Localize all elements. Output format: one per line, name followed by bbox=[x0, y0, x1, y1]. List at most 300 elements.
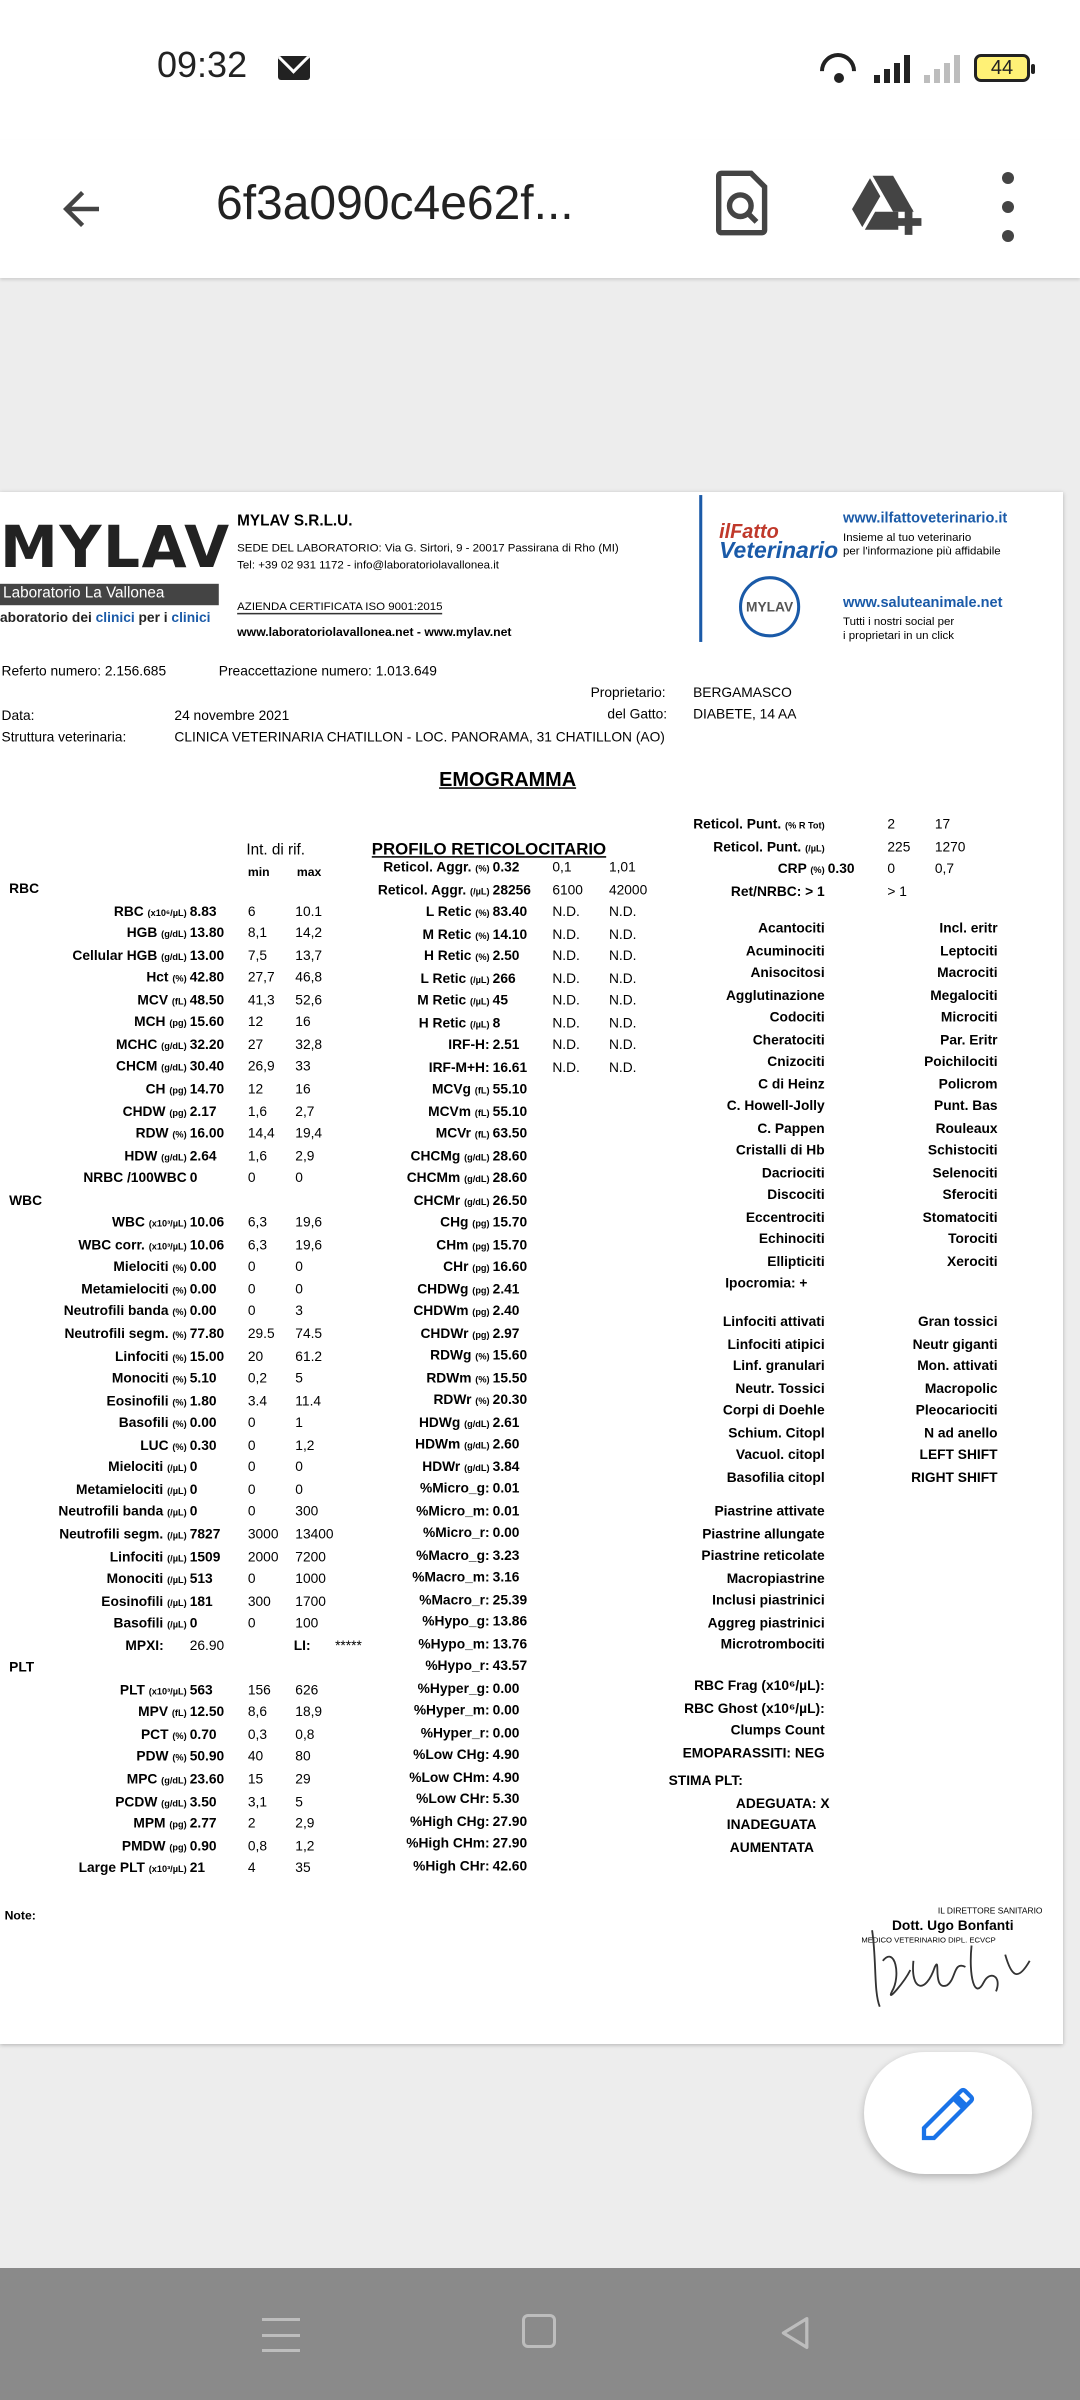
param-min: 0,3 bbox=[247, 1726, 268, 1742]
retic-value: 0.32 bbox=[492, 859, 520, 875]
battery-icon: 44 bbox=[974, 54, 1030, 82]
param-label: HGB (g/dL) bbox=[126, 925, 187, 941]
clinic-value: CLINICA VETERINARIA CHATILLON - LOC. PANORAMA, 31 CHATILLON (AO) bbox=[174, 729, 665, 745]
param-value: 1509 bbox=[189, 1548, 221, 1564]
param-max: 19,6 bbox=[295, 1236, 323, 1253]
retic-label: L Retic (%) bbox=[425, 903, 490, 919]
retic-value: 0.00 bbox=[492, 1724, 520, 1740]
param-min: 0,8 bbox=[247, 1837, 268, 1854]
system-icons bbox=[820, 48, 1030, 88]
stima-inadeguata: INADEGUATA bbox=[726, 1816, 817, 1833]
site1-line2: per l'informazione più affidabile bbox=[843, 544, 1001, 558]
param-label: PDW (%) bbox=[136, 1748, 187, 1765]
reticulocyte-profile-title: PROFILO RETICOLOCITARIO bbox=[371, 840, 607, 860]
rbc-morph-right: Incl. eritr bbox=[939, 920, 998, 936]
param-label: Neutrofili banda (/µL) bbox=[58, 1503, 187, 1520]
recents-menu-icon[interactable] bbox=[262, 2318, 300, 2352]
param-min: 0 bbox=[247, 1481, 256, 1497]
retic-label: CHDWg (pg) bbox=[417, 1280, 490, 1297]
retic-value: 83.40 bbox=[492, 903, 528, 919]
param-min: 0 bbox=[247, 1503, 256, 1520]
param-max: 626 bbox=[295, 1682, 319, 1698]
retic-min: N.D. bbox=[552, 947, 580, 964]
logo-tagline: aboratorio dei clinici per i clinici bbox=[0, 609, 211, 626]
retic-value: 0.00 bbox=[492, 1702, 520, 1718]
retic-max: 1,01 bbox=[608, 859, 636, 875]
param-min: 0 bbox=[247, 1570, 256, 1587]
more-vert-icon[interactable] bbox=[1000, 172, 1016, 242]
retic-label: HDWr (g/dL) bbox=[422, 1458, 490, 1474]
signature-role: IL DIRETTORE SANITARIO bbox=[937, 1907, 1043, 1917]
rbc-morph-left: Acantociti bbox=[758, 920, 825, 936]
param-min: 7,5 bbox=[247, 947, 268, 963]
param-max: 0 bbox=[295, 1459, 303, 1475]
param-value: 2.17 bbox=[189, 1103, 217, 1119]
retic-label: %Macro_m: bbox=[412, 1569, 490, 1585]
mail-icon bbox=[278, 56, 310, 80]
retic-label: %Micro_g: bbox=[419, 1480, 490, 1496]
nav-back-icon[interactable] bbox=[778, 2314, 814, 2352]
param-max: 16 bbox=[295, 1080, 311, 1097]
param-label: Monociti (/µL) bbox=[106, 1570, 187, 1587]
retic-label: MCVr (fL) bbox=[435, 1125, 490, 1141]
min-header: min bbox=[247, 865, 270, 880]
wbc-morph-right: Pleocariociti bbox=[915, 1402, 998, 1418]
param-value: 10.06 bbox=[189, 1236, 225, 1253]
referto-number: Referto numero: 2.156.685 bbox=[1, 663, 167, 679]
param-value: 48.50 bbox=[189, 991, 225, 1008]
signal-off-icon bbox=[924, 53, 960, 83]
rbc-morph-right: Poichilociti bbox=[924, 1053, 998, 1069]
param-max: 1,2 bbox=[295, 1837, 315, 1854]
param-value: 21 bbox=[189, 1860, 206, 1876]
retic-value: 14.10 bbox=[492, 925, 528, 942]
wbc-morph-left: Linfociti atipici bbox=[727, 1335, 825, 1352]
retic-label: H Retic (/µL) bbox=[418, 1014, 490, 1030]
retic-value: 0.01 bbox=[492, 1480, 520, 1496]
signal-icon bbox=[874, 53, 910, 83]
retic-value: 27.90 bbox=[492, 1835, 528, 1851]
retic-value: 3.84 bbox=[492, 1458, 520, 1474]
rbc-morph-right: Macrociti bbox=[937, 964, 998, 981]
rbc-morph-right: Rouleaux bbox=[935, 1120, 998, 1136]
retic-value: 45 bbox=[492, 992, 508, 1008]
param-max: 16 bbox=[295, 1014, 311, 1030]
retic-punt-max: 1270 bbox=[934, 838, 966, 854]
param-label: Neutrofili segm. (%) bbox=[64, 1325, 187, 1342]
param-min: 0 bbox=[247, 1303, 256, 1319]
date-label: Data: bbox=[1, 707, 35, 724]
retic-label: %Macro_g: bbox=[416, 1546, 490, 1563]
retic-label: Reticol. Aggr. (/µL) bbox=[377, 881, 490, 897]
retic-punt-value: 0.30 bbox=[827, 860, 855, 877]
stima-adeguata: ADEGUATA: X bbox=[735, 1795, 830, 1811]
param-label: PCT (%) bbox=[140, 1726, 187, 1742]
retic-value: 2.97 bbox=[492, 1325, 520, 1341]
retic-min: N.D. bbox=[552, 1058, 580, 1075]
lab-contact: Tel: +39 02 931 1172 - info@laboratoriolavallonea.it bbox=[237, 557, 499, 572]
param-value: 13.00 bbox=[189, 947, 225, 963]
retic-label: %Hyper_r: bbox=[420, 1724, 490, 1740]
edit-fab-button[interactable] bbox=[864, 2052, 1032, 2174]
retic-value: 3.16 bbox=[492, 1569, 520, 1585]
param-label: MCV (fL) bbox=[137, 991, 187, 1008]
param-value: 15.60 bbox=[189, 1014, 225, 1030]
retic-label: CHCMm (g/dL) bbox=[406, 1169, 490, 1186]
param-label: Hct (%) bbox=[146, 969, 187, 985]
rbc-morph-left: Dacriociti bbox=[761, 1164, 825, 1180]
retic-value: 4.90 bbox=[492, 1746, 520, 1762]
param-max: 61.2 bbox=[295, 1348, 323, 1364]
plt-morph: Piastrine reticolate bbox=[701, 1547, 825, 1563]
param-label: MCHC (g/dL) bbox=[116, 1036, 187, 1052]
pencil-icon bbox=[916, 2082, 980, 2146]
wbc-morph-right: Macropolic bbox=[924, 1380, 998, 1396]
wbc-morph-left: Neutr. Tossici bbox=[735, 1380, 825, 1396]
retic-value: 13.86 bbox=[492, 1613, 528, 1629]
param-max: 100 bbox=[295, 1615, 319, 1631]
search-document-icon[interactable] bbox=[716, 170, 770, 236]
rbc-morph-right: Torociti bbox=[948, 1230, 998, 1247]
param-min: 2000 bbox=[247, 1548, 279, 1564]
wbc-morph-right: Gran tossici bbox=[917, 1313, 998, 1329]
retic-value: 5.30 bbox=[492, 1790, 520, 1807]
plt-extra: EMOPARASSITI: NEG bbox=[682, 1744, 825, 1760]
retic-label: %Hyper_m: bbox=[413, 1702, 490, 1718]
retic-min: 0,1 bbox=[552, 859, 572, 875]
param-min: 0,2 bbox=[247, 1370, 268, 1386]
retic-punt-min: 2 bbox=[887, 816, 896, 832]
param-max: 11.4 bbox=[295, 1392, 322, 1408]
param-label: Neutrofili banda (%) bbox=[63, 1303, 187, 1319]
plt-extra: RBC Ghost (x10⁶/µL): bbox=[684, 1699, 825, 1716]
rbc-morph-right: Schistociti bbox=[927, 1142, 998, 1158]
param-label: Eosinofili (%) bbox=[106, 1392, 187, 1408]
header-divider bbox=[699, 495, 702, 642]
param-label: WBC (x10³/µL) bbox=[112, 1214, 187, 1230]
param-max: 0 bbox=[295, 1481, 303, 1497]
param-label: Mielociti (/µL) bbox=[108, 1459, 187, 1475]
param-label: Neutrofili segm. (/µL) bbox=[59, 1526, 187, 1542]
param-label: NRBC /100WBC bbox=[83, 1170, 187, 1186]
param-label: CHDW (pg) bbox=[122, 1103, 187, 1119]
retic-value: 2.61 bbox=[492, 1413, 520, 1430]
param-max: 80 bbox=[295, 1748, 311, 1765]
param-max: 1 bbox=[295, 1414, 303, 1431]
param-label: PMDW (pg) bbox=[121, 1837, 187, 1854]
param-label: CHCM (g/dL) bbox=[116, 1058, 187, 1074]
param-value: 0.30 bbox=[189, 1437, 217, 1453]
param-min: 12 bbox=[247, 1080, 264, 1097]
param-min: 1,6 bbox=[247, 1103, 268, 1119]
param-max: 14,2 bbox=[295, 925, 323, 941]
param-label: RDW (%) bbox=[135, 1125, 187, 1141]
owner-label: Proprietario: bbox=[590, 684, 666, 701]
param-value: 0.00 bbox=[189, 1259, 217, 1275]
param-value: 0 bbox=[189, 1481, 198, 1497]
retic-value: 26.50 bbox=[492, 1191, 528, 1208]
retic-value: 63.50 bbox=[492, 1125, 528, 1141]
retic-label: %High CHg: bbox=[410, 1813, 490, 1829]
param-min: 0 bbox=[247, 1259, 256, 1275]
plt-morph: Piastrine attivate bbox=[714, 1503, 825, 1519]
ipocromia-label: Ipocromia: + bbox=[725, 1275, 808, 1291]
retic-value: 28.60 bbox=[492, 1169, 528, 1186]
retic-label: CHr (pg) bbox=[443, 1258, 490, 1274]
plt-morph: Microtrombociti bbox=[720, 1636, 825, 1652]
param-value: 0 bbox=[189, 1170, 198, 1186]
retic-min: N.D. bbox=[552, 1014, 580, 1030]
retic-label: %Low CHm: bbox=[409, 1768, 490, 1785]
wbc-morph-left: Basofilia citopl bbox=[726, 1468, 825, 1485]
param-max: 74.5 bbox=[295, 1325, 323, 1342]
retic-value: 27.90 bbox=[492, 1813, 528, 1829]
report-title: EMOGRAMMA bbox=[439, 767, 577, 791]
param-min: 0 bbox=[247, 1170, 256, 1186]
lab-websites: www.laboratoriolavallonea.net - www.mylav.net bbox=[237, 625, 512, 639]
site1-line1: Insieme al tuo veterinario bbox=[843, 530, 972, 545]
retic-label: %High CHm: bbox=[406, 1835, 490, 1851]
retic-max: N.D. bbox=[608, 992, 637, 1008]
drive-add-icon[interactable] bbox=[852, 172, 924, 236]
param-value: 10.06 bbox=[189, 1214, 225, 1230]
param-max: 19,6 bbox=[295, 1214, 323, 1230]
retic-min: N.D. bbox=[552, 1036, 580, 1052]
param-label: WBC corr. (x10³/µL) bbox=[78, 1236, 187, 1253]
param-min: 0 bbox=[247, 1459, 256, 1475]
retic-label: Reticol. Aggr. (%) bbox=[383, 859, 490, 875]
param-min: 14,4 bbox=[247, 1125, 275, 1141]
rbc-morph-right: Par. Eritr bbox=[940, 1031, 998, 1047]
param-max: 32,8 bbox=[295, 1036, 323, 1052]
param-min: 6,3 bbox=[247, 1214, 268, 1230]
rbc-morph-left: C di Heinz bbox=[758, 1075, 825, 1091]
retic-min: N.D. bbox=[552, 925, 580, 942]
param-max: 1700 bbox=[295, 1592, 326, 1609]
param-max: 300 bbox=[295, 1503, 319, 1520]
retic-label: HDWg (g/dL) bbox=[418, 1413, 490, 1430]
rbc-morph-left: Anisocitosi bbox=[750, 964, 825, 981]
document-title: 6f3a090c4e62f... bbox=[216, 177, 574, 230]
mpxi-label: MPXI: bbox=[125, 1637, 164, 1653]
wbc-morph-right: Mon. attivati bbox=[917, 1357, 998, 1374]
mylav-logo bbox=[0, 507, 231, 629]
retic-label: CHg (pg) bbox=[440, 1214, 490, 1230]
retic-punt-label: Ret/NRBC: > 1 bbox=[730, 882, 825, 899]
signature-title: MEDICO VETERINARIO DIPL. ECVCP bbox=[861, 1936, 996, 1946]
rbc-morph-left: Ellipticiti bbox=[767, 1253, 825, 1269]
retic-label: %High CHr: bbox=[413, 1857, 490, 1873]
retic-value: 4.90 bbox=[492, 1768, 520, 1785]
retic-label: RDWr (%) bbox=[433, 1391, 490, 1407]
param-max: 2,9 bbox=[295, 1815, 315, 1831]
site-ilfattoveterinario: www.ilfattoveterinario.it bbox=[843, 510, 1008, 528]
param-max: 3 bbox=[295, 1303, 303, 1319]
home-icon[interactable] bbox=[522, 2314, 556, 2348]
rbc-morph-left: Discociti bbox=[767, 1186, 825, 1202]
param-max: 5 bbox=[295, 1793, 303, 1809]
retic-punt-label: Reticol. Punt. (/µL) bbox=[713, 838, 825, 854]
retic-value: 0.00 bbox=[492, 1680, 520, 1696]
param-min: 6 bbox=[247, 902, 256, 919]
retic-label: CHDWm (pg) bbox=[413, 1302, 490, 1319]
param-max: 5 bbox=[295, 1370, 303, 1386]
plt-morph: Piastrine allungate bbox=[702, 1525, 825, 1541]
param-value: 5.10 bbox=[189, 1370, 217, 1386]
param-max: 19,4 bbox=[295, 1125, 323, 1141]
retic-value: 28256 bbox=[492, 881, 531, 897]
param-max: 13,7 bbox=[295, 947, 323, 963]
param-label: Basofili (%) bbox=[118, 1414, 187, 1431]
back-arrow-icon[interactable] bbox=[54, 182, 108, 236]
logo-band: Laboratorio La Vallonea bbox=[0, 584, 219, 605]
retic-label: M Retic (/µL) bbox=[417, 992, 490, 1008]
retic-value: 2.40 bbox=[492, 1302, 520, 1319]
clinic-label: Struttura veterinaria: bbox=[1, 729, 127, 745]
retic-min: N.D. bbox=[552, 903, 580, 919]
site2-line2: i proprietari in un click bbox=[843, 628, 955, 642]
wbc-morph-right: Neutr giganti bbox=[912, 1335, 998, 1352]
param-label: Basofili (/µL) bbox=[113, 1615, 187, 1631]
retic-label: %Hypo_r: bbox=[425, 1657, 490, 1674]
retic-label: %Micro_r: bbox=[423, 1524, 490, 1541]
retic-value: 16.60 bbox=[492, 1258, 528, 1274]
rbc-morph-left: Eccentrociti bbox=[745, 1208, 825, 1225]
param-max: 2,7 bbox=[295, 1103, 315, 1119]
param-min: 26,9 bbox=[247, 1058, 275, 1074]
document-page[interactable] bbox=[0, 492, 1063, 2044]
param-min: 3,1 bbox=[247, 1793, 268, 1809]
retic-value: 28.60 bbox=[492, 1147, 528, 1163]
param-label: MPC (g/dL) bbox=[126, 1771, 187, 1787]
retic-max: N.D. bbox=[608, 1036, 637, 1052]
stima-aumentata: AUMENTATA bbox=[729, 1839, 814, 1856]
retic-value: 55.10 bbox=[492, 1103, 528, 1119]
wifi-icon bbox=[820, 53, 860, 83]
param-value: 181 bbox=[189, 1592, 213, 1609]
retic-value: 2.51 bbox=[492, 1036, 520, 1052]
rbc-morph-right: Sferociti bbox=[942, 1186, 998, 1202]
param-label: MPM (pg) bbox=[133, 1815, 187, 1831]
max-header: max bbox=[296, 865, 322, 880]
retic-max: N.D. bbox=[608, 903, 637, 919]
param-max: 0,8 bbox=[295, 1726, 315, 1742]
wbc-morph-right: N ad anello bbox=[924, 1424, 998, 1440]
lab-address: SEDE DEL LABORATORIO: Via G. Sirtori, 9 - 20017 Passirana di Rho (MI) bbox=[237, 540, 619, 555]
param-value: 12.50 bbox=[189, 1704, 225, 1720]
cat-label: del Gatto: bbox=[607, 706, 668, 722]
signature-name: Dott. Ugo Bonfanti bbox=[891, 1917, 1014, 1934]
rbc-morph-left: C. Pappen bbox=[757, 1120, 825, 1136]
retic-value: 16.61 bbox=[492, 1058, 528, 1075]
retic-label: %Hypo_g: bbox=[422, 1613, 490, 1629]
param-min: 2 bbox=[247, 1815, 256, 1831]
param-label: Metamielociti (%) bbox=[81, 1281, 187, 1297]
param-value: 13.80 bbox=[189, 925, 225, 941]
param-label: MCH (pg) bbox=[134, 1014, 187, 1030]
retic-value: 15.70 bbox=[492, 1214, 528, 1230]
plt-morph: Aggreg piastrinici bbox=[707, 1614, 825, 1630]
plt-extra: Clumps Count bbox=[730, 1722, 825, 1738]
param-max: 7200 bbox=[295, 1548, 326, 1564]
lab-certification: AZIENDA CERTIFICATA ISO 9001:2015 bbox=[237, 599, 443, 613]
param-value: 77.80 bbox=[189, 1325, 225, 1342]
retic-value: 2.41 bbox=[492, 1280, 520, 1297]
rbc-morph-left: C. Howell-Jolly bbox=[726, 1097, 825, 1114]
retic-value: 2.50 bbox=[492, 947, 520, 964]
retic-label: %Low CHg: bbox=[413, 1746, 490, 1762]
param-label: Metamielociti (/µL) bbox=[76, 1481, 187, 1497]
rbc-morph-right: Policrom bbox=[938, 1075, 998, 1091]
retic-max: N.D. bbox=[608, 925, 637, 942]
wbc-morph-left: Vacuol. citopl bbox=[735, 1446, 825, 1463]
retic-max: N.D. bbox=[608, 1058, 637, 1075]
param-value: 0 bbox=[189, 1615, 198, 1631]
rbc-morph-right: Microciti bbox=[940, 1009, 998, 1025]
retic-punt-min: > 1 bbox=[887, 882, 907, 899]
status-time: 09:32 bbox=[157, 44, 248, 85]
retic-value: 15.50 bbox=[492, 1369, 528, 1385]
param-label: Linfociti (/µL) bbox=[109, 1548, 187, 1564]
param-label: RBC (x10⁶/µL) bbox=[113, 902, 187, 919]
rbc-morph-right: Stomatociti bbox=[922, 1208, 998, 1225]
param-label: Linfociti (%) bbox=[114, 1348, 187, 1364]
retic-label: IRF-H: bbox=[448, 1036, 490, 1052]
param-min: 3.4 bbox=[247, 1392, 268, 1408]
rbc-morph-left: Agglutinazione bbox=[725, 986, 825, 1003]
param-value: 50.90 bbox=[189, 1748, 225, 1765]
param-min: 156 bbox=[247, 1682, 271, 1698]
retic-label: CHCMg (g/dL) bbox=[410, 1147, 490, 1163]
retic-value: 55.10 bbox=[492, 1081, 528, 1097]
plt-morph: Macropiastrine bbox=[726, 1569, 825, 1586]
param-max: 0 bbox=[295, 1281, 303, 1297]
retic-value: 42.60 bbox=[492, 1857, 528, 1873]
param-max: 35 bbox=[295, 1860, 311, 1876]
param-min: 41,3 bbox=[247, 991, 275, 1008]
param-value: 1.80 bbox=[189, 1392, 217, 1408]
rbc-morph-left: Cristalli di Hb bbox=[735, 1142, 825, 1158]
param-value: 15.00 bbox=[189, 1348, 225, 1364]
param-max: 10.1 bbox=[295, 902, 323, 919]
param-min: 40 bbox=[247, 1748, 264, 1765]
param-value: 0 bbox=[189, 1459, 198, 1475]
rbc-morph-left: Cnizociti bbox=[767, 1053, 825, 1069]
param-min: 0 bbox=[247, 1615, 256, 1631]
retic-punt-label: Reticol. Punt. (% R Tot) bbox=[693, 816, 825, 832]
rbc-morph-right: Megalociti bbox=[930, 986, 998, 1003]
rbc-morph-right: Xerociti bbox=[947, 1253, 998, 1269]
retic-punt-min: 0 bbox=[887, 860, 896, 877]
retic-value: 13.76 bbox=[492, 1635, 528, 1651]
handwritten-signature bbox=[864, 1915, 1040, 2014]
retic-label: CHm (pg) bbox=[436, 1236, 490, 1252]
plt-morph: Inclusi piastrinici bbox=[712, 1592, 825, 1608]
param-min: 4 bbox=[247, 1860, 256, 1876]
param-value: 2.64 bbox=[189, 1147, 217, 1164]
rbc-morph-right: Leptociti bbox=[940, 942, 998, 958]
retic-value: 8 bbox=[492, 1014, 501, 1030]
param-max: 1000 bbox=[295, 1570, 326, 1587]
retic-label: MCVg (fL) bbox=[431, 1081, 490, 1097]
retic-label: IRF-M+H: bbox=[428, 1058, 490, 1075]
param-value: 0.70 bbox=[189, 1726, 217, 1742]
retic-label: RDWm (%) bbox=[426, 1369, 490, 1385]
owner-value: BERGAMASCO bbox=[693, 684, 792, 701]
mpxi-value: 26.90 bbox=[189, 1637, 225, 1653]
param-max: 2,9 bbox=[295, 1147, 315, 1164]
company-name: MYLAV S.R.L.U. bbox=[237, 513, 353, 531]
